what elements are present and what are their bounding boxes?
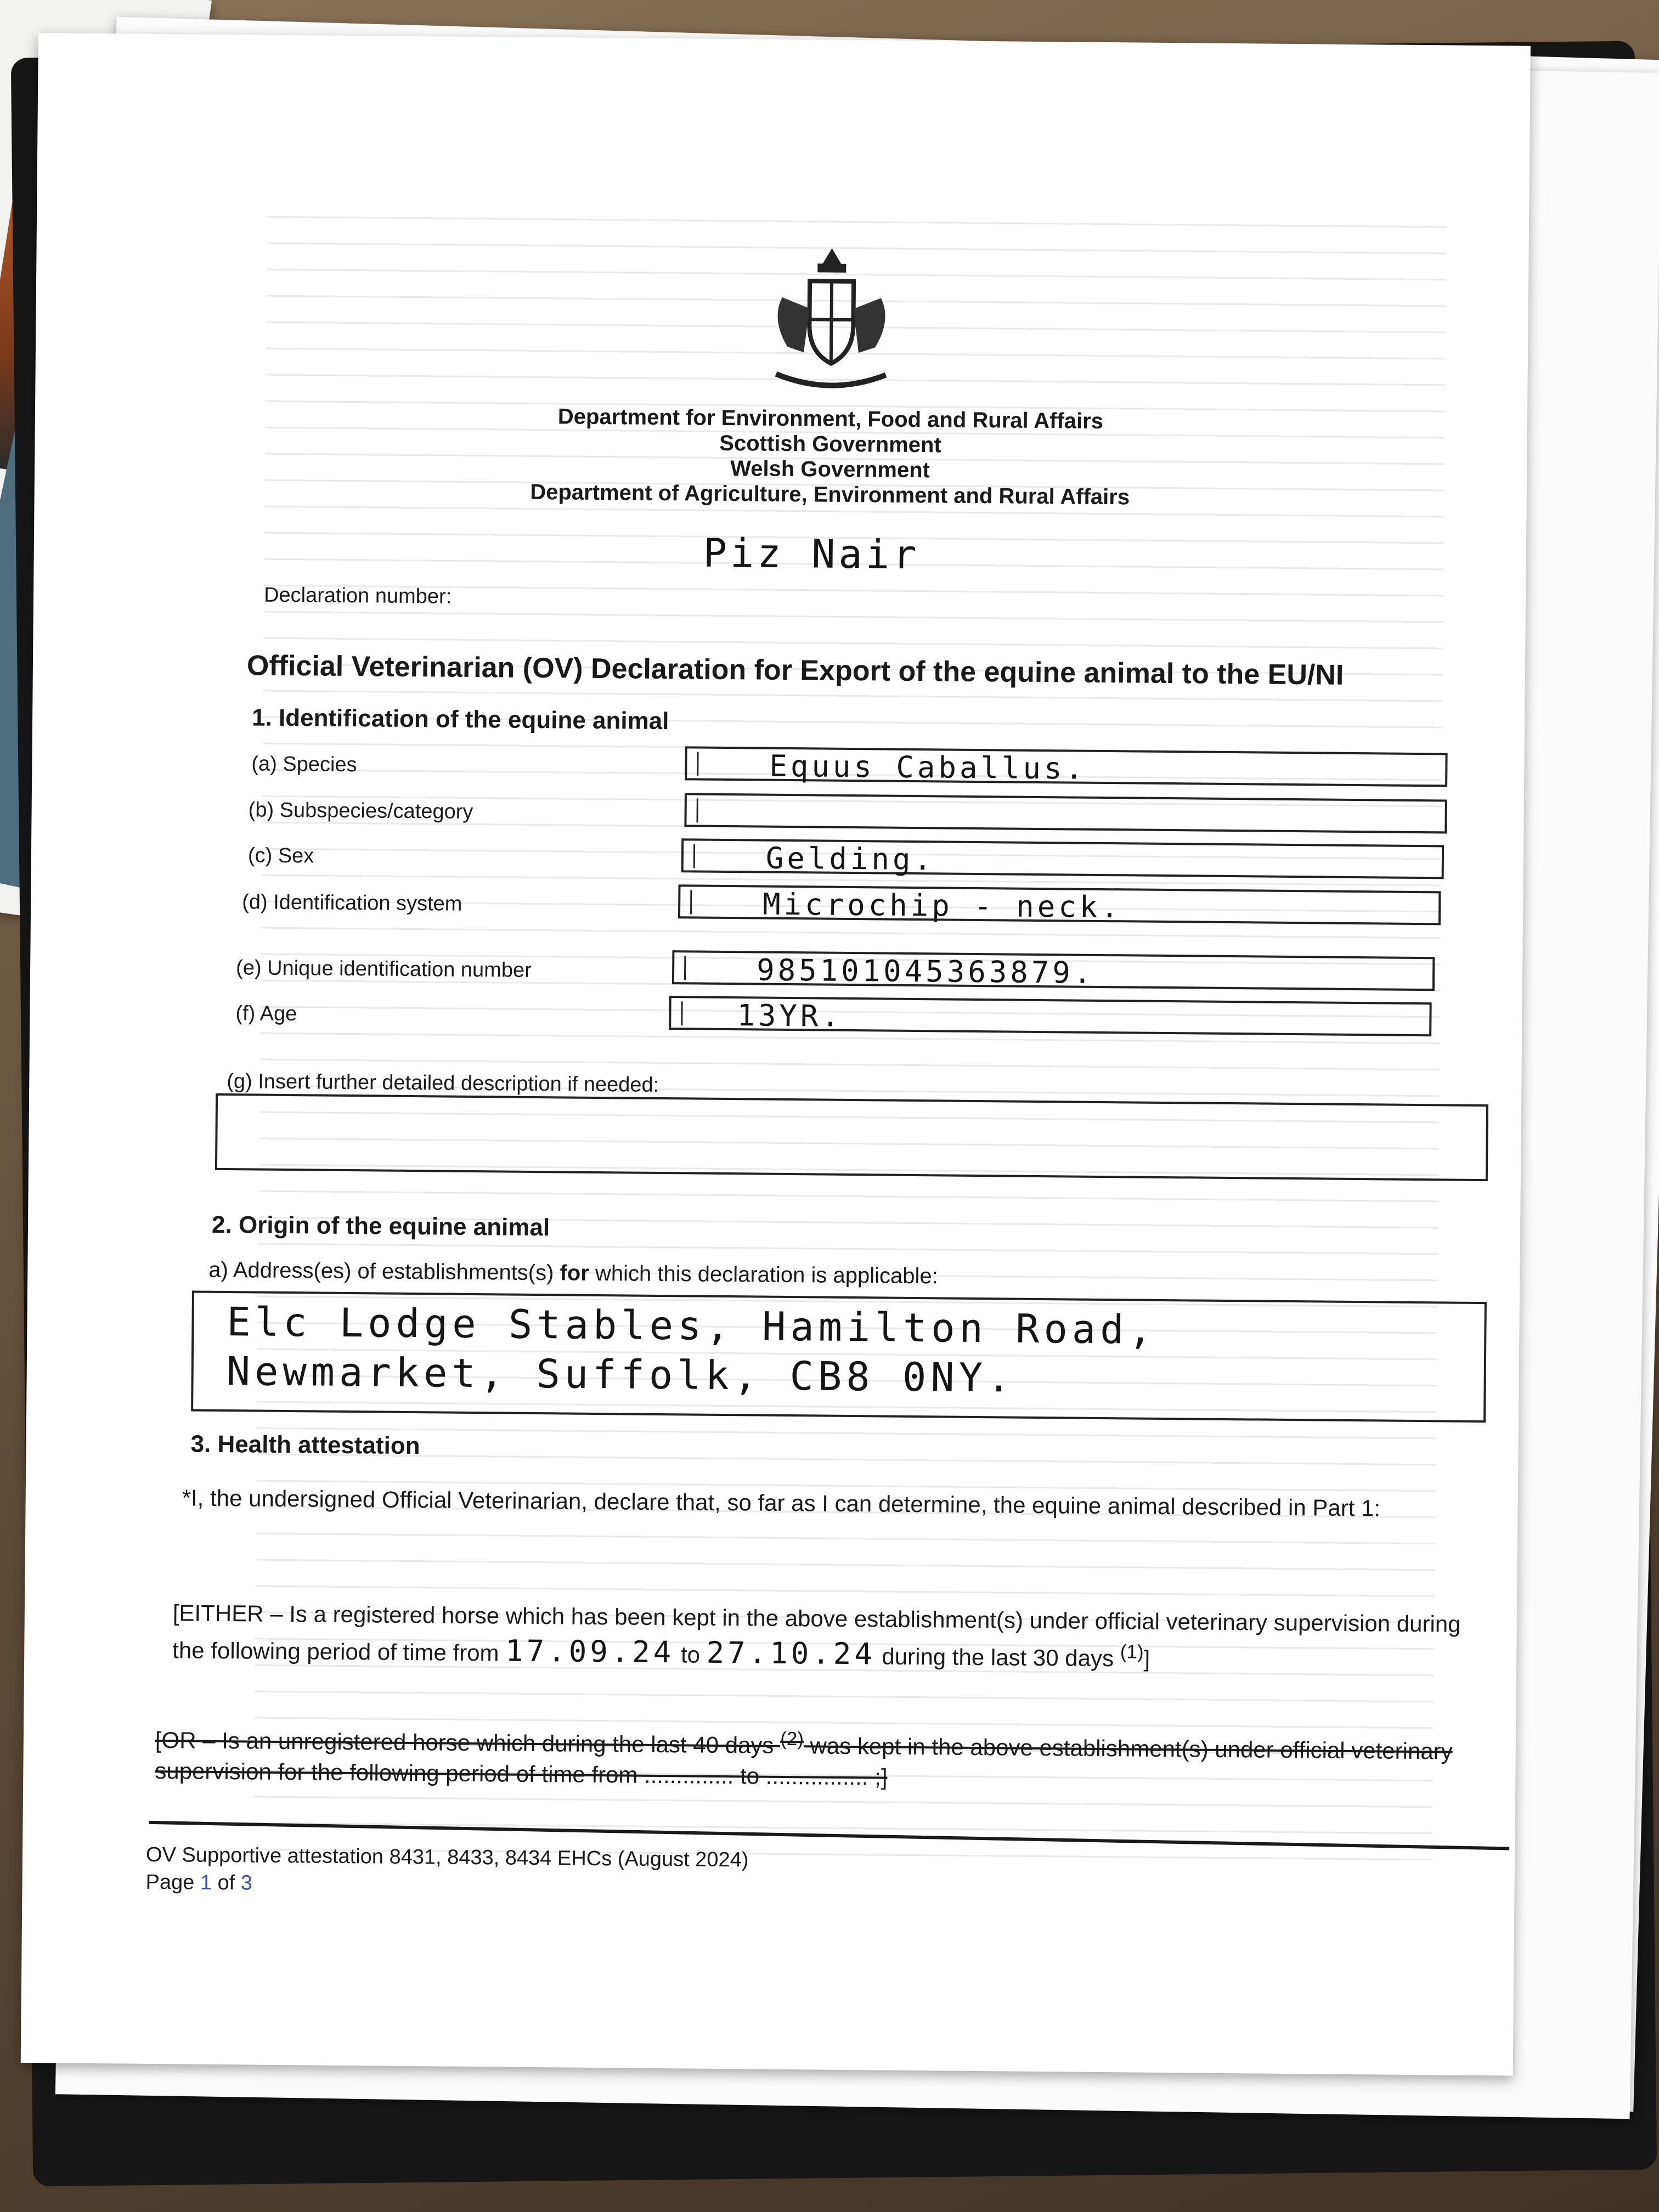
or-clause-struck-through — [155, 1718, 1494, 1798]
field-marker — [693, 844, 695, 868]
unique-id-value: 985101045363879. — [756, 952, 1095, 990]
species-field[interactable] — [685, 746, 1447, 787]
field-marker — [681, 1001, 682, 1025]
subspecies-field[interactable] — [684, 793, 1447, 833]
declaration-form-page — [21, 33, 1531, 2076]
declaration-number-label: Declaration number: — [263, 583, 452, 608]
identification-system-field[interactable] — [678, 884, 1441, 925]
address-field[interactable] — [191, 1291, 1487, 1423]
section-3-heading: 3. Health attestation — [190, 1430, 420, 1460]
identification-system-value: Microchip - neck. — [762, 887, 1122, 925]
age-field[interactable] — [669, 996, 1431, 1036]
address-line-2: Newmarket, Suffolk, CB8 0NY. — [226, 1348, 1015, 1401]
address-label-start: a) Address(es) of establishments(s) — [208, 1257, 560, 1285]
supervision-date-to: 27.10.24 — [706, 1635, 876, 1672]
health-attestation-intro: *I, the undersigned Official Veterinarian, declare that, so far as I can determine, the equine animal described in Part 1: — [182, 1485, 1381, 1521]
handwritten-horse-name: Piz Nair — [703, 529, 920, 578]
unique-id-field[interactable] — [672, 950, 1435, 991]
field-marker — [697, 752, 698, 776]
page-prefix: Page — [145, 1870, 201, 1894]
page-of: of — [211, 1871, 241, 1895]
either-clause — [172, 1598, 1489, 1677]
footer-attestation: OV Supportive attestation 8431, 8433, 8434 EHCs (August 2024) — [145, 1843, 749, 1872]
royal-coat-of-arms-icon — [759, 237, 904, 403]
identification-system-label: (d) Identification system — [242, 890, 462, 916]
sex-label: (c) Sex — [247, 844, 314, 868]
page-current: 1 — [200, 1871, 212, 1894]
sex-value: Gelding. — [765, 840, 935, 877]
either-close-bracket: ] — [1143, 1645, 1150, 1672]
section-1-heading: 1. Identification of the equine animal — [251, 704, 669, 735]
field-marker — [684, 956, 686, 980]
or-clause-end: was kept in the above establishment(s) under official veterinary supervision for the following period of time from .............. to ................ ;] — [155, 1733, 1453, 1790]
footnote-ref-1: (1) — [1120, 1641, 1144, 1663]
or-clause-text: [OR – Is an unregistered horse which during the last 40 days — [155, 1726, 781, 1758]
species-value: Equus Caballus. — [769, 748, 1087, 786]
either-clause-text: [EITHER – Is a registered horse which has been kept in the above establishment(s) under official veterinary supervision during the following period of time from — [172, 1600, 1461, 1666]
page-total: 3 — [240, 1871, 253, 1895]
unique-id-label: (e) Unique identification number — [235, 956, 532, 982]
further-description-label: (g) Insert further detailed description if needed: — [227, 1070, 659, 1097]
department-defra: Department for Environment, Food and Rural Affairs — [557, 404, 1104, 433]
field-marker — [696, 799, 698, 823]
either-clause-end: during the last 30 days — [875, 1643, 1120, 1672]
species-label: (a) Species — [251, 752, 357, 777]
address-line-1: Elc Lodge Stables, Hamilton Road, — [227, 1299, 1157, 1353]
subspecies-label: (b) Subspecies/category — [248, 798, 473, 823]
supervision-date-from: 17.09.24 — [505, 1633, 675, 1670]
form-title: Official Veterinarian (OV) Declaration for Export of the equine animal to the EU/NI — [246, 650, 1344, 691]
address-label-emphasis: for — [560, 1261, 590, 1285]
department-welsh-government: Welsh Government — [730, 456, 930, 483]
address-label-end: which this declaration is applicable: — [589, 1261, 938, 1289]
sex-field[interactable] — [681, 838, 1444, 879]
further-description-field[interactable] — [215, 1093, 1488, 1181]
age-label: (f) Age — [235, 1002, 297, 1026]
either-to-word: to — [674, 1641, 707, 1668]
page-number — [145, 1869, 252, 1897]
department-daera: Department of Agriculture, Environment and Rural Affairs — [530, 479, 1130, 510]
field-marker — [690, 890, 692, 914]
age-value: 13YR. — [737, 998, 843, 1034]
section-2-heading: 2. Origin of the equine animal — [211, 1211, 550, 1242]
footnote-ref-2: (2) — [780, 1728, 804, 1750]
department-scottish-government: Scottish Government — [719, 431, 941, 458]
